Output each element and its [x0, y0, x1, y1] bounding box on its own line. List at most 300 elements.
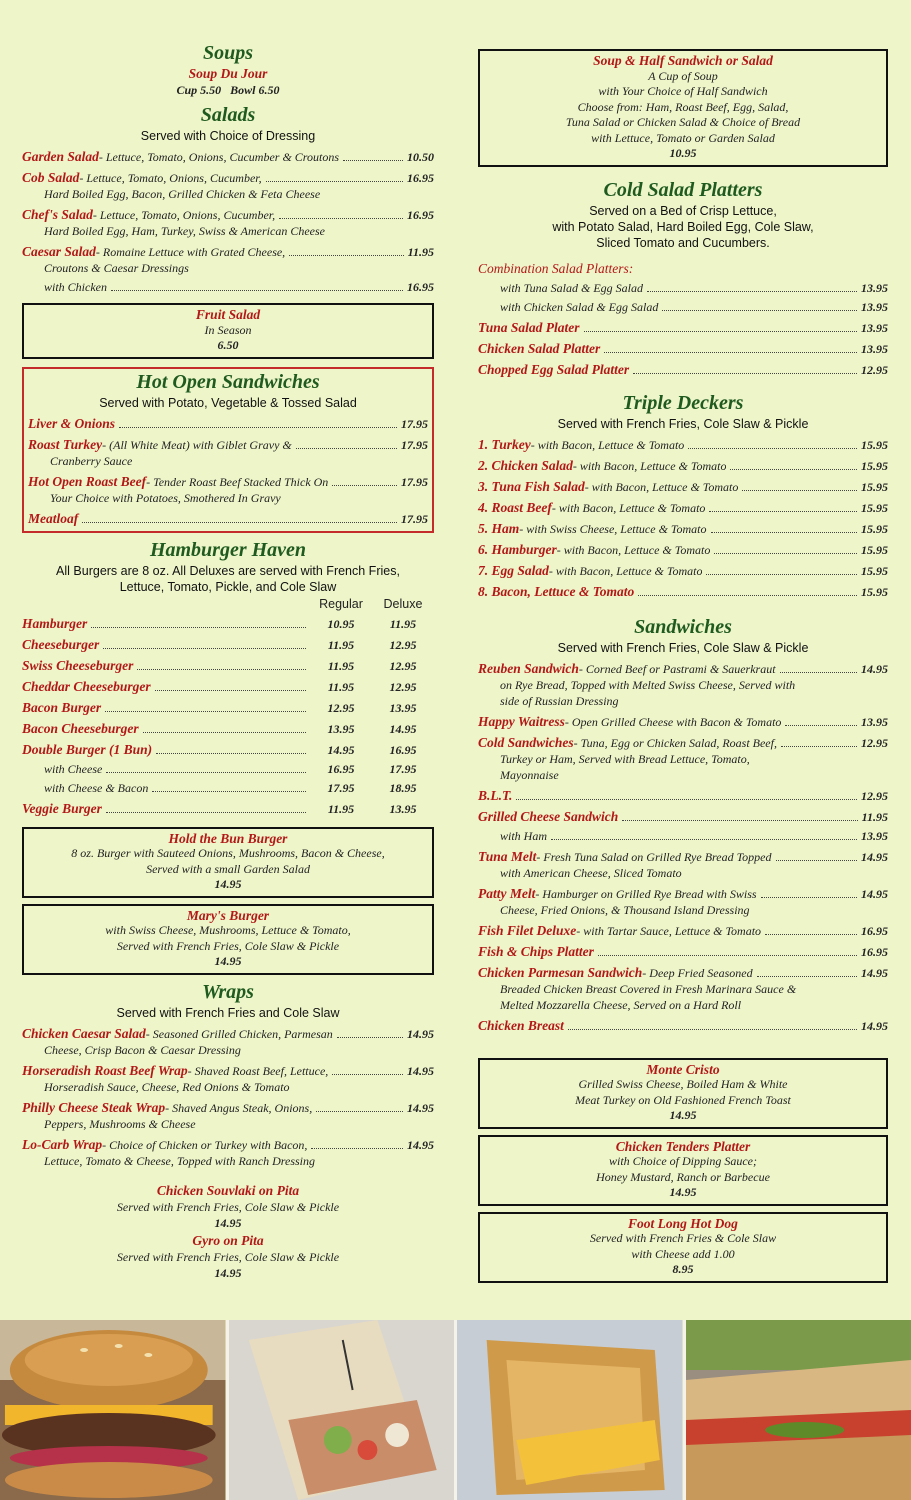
sandwiches-title: Sandwiches [634, 615, 732, 638]
deluxe-price: 17.95 [389, 761, 417, 776]
menu-item-desc: - Fresh Tuna Salad on Grilled Rye Bread Topped [536, 849, 772, 864]
menu-item [478, 886, 888, 918]
cold-platters-subtitle-3: Sliced Tomato and Cucumbers. [596, 235, 770, 250]
menu-item-line [22, 658, 434, 674]
leader-dots [568, 1029, 857, 1030]
menu-price: 15.95 [861, 563, 888, 578]
deluxe-price: 18.95 [389, 780, 417, 795]
menu-item-line [22, 1063, 434, 1079]
leader-dots [730, 469, 857, 470]
hamburger-section [22, 537, 434, 975]
menu-item [478, 714, 888, 730]
box-line: with Choice of Dipping Sauce; [609, 1154, 757, 1168]
menu-item-desc: - with Bacon, Lettuce & Tomato [548, 563, 703, 578]
regular-price: 11.95 [327, 637, 355, 652]
menu-item [22, 700, 434, 716]
menu-item-desc: - with Tartar Sauce, Lettuce & Tomato [576, 923, 762, 938]
menu-item-desc-cont: Croutons & Caesar Dressings [44, 261, 189, 275]
fruit-salad-price: 6.50 [217, 338, 239, 352]
menu-price: 15.95 [861, 458, 888, 473]
leader-dots [82, 522, 397, 523]
menu-item-desc-cont: side of Russian Dressing [500, 693, 619, 708]
regular-price: 11.95 [327, 801, 355, 816]
menu-price: 16.95 [861, 944, 888, 959]
menu-price: 17.95 [401, 437, 428, 452]
box-line: Honey Mustard, Ranch or Barbecue [596, 1169, 770, 1184]
menu-item-name: Chicken Salad Platter [478, 340, 601, 356]
leader-dots [604, 352, 857, 353]
menu-item-desc: - with Bacon, Lettuce & Tomato [551, 500, 706, 515]
hot-open-list [28, 416, 428, 527]
menu-item [478, 849, 888, 881]
cold-platters-list [478, 320, 888, 378]
menu-item [478, 1018, 888, 1034]
triple-title: Triple Deckers [622, 391, 744, 414]
menu-price: 13.95 [861, 280, 888, 295]
menu-item-desc-cont: Cranberry Sauce [50, 453, 133, 468]
box-line: Meat Turkey on Old Fashioned French Toast [575, 1092, 791, 1107]
menu-item-line [478, 437, 888, 453]
menu-item-line [22, 244, 434, 260]
menu-item [22, 721, 434, 737]
leader-dots [780, 672, 857, 673]
tenders-price: 14.95 [669, 1185, 697, 1199]
menu-item-name: Chicken Parmesan Sandwich [478, 964, 643, 980]
menu-sub-item-label: with Cheese [44, 761, 103, 776]
combo-label: Combination Salad Platters: [478, 260, 634, 276]
menu-item-name: Reuben Sandwich [478, 660, 579, 676]
leader-dots [155, 690, 306, 691]
menu-item [478, 362, 888, 378]
hamburger-title: Hamburger Haven [149, 538, 307, 561]
sandwiches-list-2 [478, 849, 888, 1034]
menu-price: 17.95 [401, 511, 428, 526]
tenders-lines [484, 1154, 882, 1185]
menu-sub-item [22, 762, 434, 777]
menu-item-line [478, 479, 888, 495]
menu-item-desc: - Choice of Chicken or Turkey with Bacon, [102, 1137, 308, 1152]
menu-sub-item [478, 300, 888, 315]
menu-item-desc: - with Bacon, Lettuce & Tomato [584, 479, 739, 494]
menu-item-line [28, 511, 428, 527]
menu-item-line [22, 1100, 434, 1116]
deluxe-price: 16.95 [389, 742, 417, 757]
menu-price: 13.95 [861, 714, 888, 729]
leader-dots [337, 1037, 403, 1038]
box-line: Grilled Swiss Cheese, Boiled Ham & White [578, 1077, 788, 1091]
marys-line-1: with Swiss Cheese, Mushrooms, Lettuce & Tomato, [105, 923, 351, 937]
menu-item [22, 244, 434, 276]
gyro-title: Gyro on Pita [192, 1232, 264, 1248]
leader-dots [343, 160, 403, 161]
menu-item-desc-cont: Melted Mozzarella Cheese, Served on a Hard Roll [500, 997, 742, 1012]
menu-price: 14.95 [407, 1137, 434, 1152]
menu-item-name: Chicken Breast [478, 1017, 564, 1033]
hold-bun-title: Hold the Bun Burger [168, 830, 288, 846]
menu-item-line [22, 700, 434, 716]
menu-item-desc-cont: Horseradish Sauce, Cheese, Red Onions & Tomato [44, 1079, 290, 1094]
hold-bun-line-1: 8 oz. Burger with Sauteed Onions, Mushrooms, Bacon & Cheese, [71, 846, 385, 860]
menu-item [22, 1137, 434, 1169]
menu-item-desc-cont: Cheese, Crisp Bacon & Caesar Dressing [44, 1042, 241, 1057]
leader-dots [781, 746, 857, 747]
box-line: with Lettuce, Tomato or Garden Salad [591, 130, 775, 145]
menu-item [22, 1063, 434, 1095]
regular-price: 14.95 [327, 742, 355, 757]
menu-price: 14.95 [861, 886, 888, 901]
menu-item-desc: - with Bacon, Lettuce & Tomato [556, 542, 711, 557]
menu-price: 11.95 [407, 245, 434, 259]
menu-item [478, 542, 888, 558]
menu-sub-item [478, 281, 888, 296]
leader-dots [119, 427, 397, 428]
menu-item [478, 965, 888, 1013]
menu-item-desc: - Tender Roast Beef Stacked Thick On [146, 474, 329, 489]
menu-item-desc: - with Bacon, Lettuce & Tomato [572, 458, 727, 473]
menu-item-line [478, 661, 888, 677]
cheeseburger-photo [0, 1320, 229, 1500]
fruit-salad-title: Fruit Salad [195, 307, 261, 322]
souvlaki-title: Chicken Souvlaki on Pita [156, 1182, 300, 1198]
soup-half-title: Soup & Half Sandwich or Salad [593, 53, 773, 68]
tenders-title: Chicken Tenders Platter [615, 1138, 751, 1154]
box-line: Served with French Fries & Cole Slaw [589, 1231, 777, 1245]
grilled-cheese-photo [457, 1320, 686, 1500]
regular-price: 16.95 [327, 761, 355, 776]
salads-title: Salads [200, 104, 256, 126]
menu-item-desc-cont: Hard Boiled Egg, Bacon, Grilled Chicken & Feta Cheese [44, 187, 321, 201]
cold-platters-title: Cold Salad Platters [603, 178, 763, 201]
menu-price: 12.95 [861, 735, 888, 750]
menu-item-name: 6. Hamburger [478, 541, 557, 557]
menu-item-line [478, 965, 888, 981]
menu-item-name: 8. Bacon, Lettuce & Tomato [478, 583, 635, 599]
hotdog-lines [484, 1231, 882, 1262]
menu-item-line [478, 886, 888, 902]
leader-dots [765, 934, 857, 935]
menu-item [478, 458, 888, 474]
menu-item-name: Garden Salad [22, 149, 99, 164]
hamburger-subtitle-2: Lettuce, Tomato, Pickle, and Cole Slaw [119, 579, 337, 594]
leader-dots [156, 753, 306, 754]
menu-price: 16.95 [407, 208, 434, 222]
menu-price: 17.95 [401, 474, 428, 489]
menu-price: 15.95 [861, 479, 888, 494]
menu-price: 15.95 [861, 500, 888, 515]
menu-price: 13.95 [861, 299, 888, 314]
menu-item [478, 479, 888, 495]
menu-item-desc-cont: Peppers, Mushrooms & Cheese [44, 1116, 196, 1131]
menu-item [478, 735, 888, 783]
menu-item-desc-cont: Hard Boiled Egg, Ham, Turkey, Swiss & American Cheese [44, 224, 325, 238]
menu-item-name: Chicken Caesar Salad [22, 1025, 146, 1041]
menu-item-desc: - Tuna, Egg or Chicken Salad, Roast Beef, [573, 735, 777, 750]
salads-subtitle: Served with Choice of Dressing [140, 129, 316, 143]
menu-item-line [478, 500, 888, 516]
menu-item-desc-cont: Breaded Chicken Breast Covered in Fresh Marinara Sauce & [500, 981, 797, 996]
menu-item-name: Cheeseburger [22, 636, 100, 652]
box-line: with Cheese add 1.00 [631, 1246, 735, 1261]
menu-item [22, 170, 434, 202]
menu-item-name: Fish & Chips Platter [478, 943, 594, 959]
monte-lines [484, 1077, 882, 1108]
menu-item-line [22, 170, 434, 186]
leader-dots [143, 732, 306, 733]
menu-item-desc-cont: Mayonnaise [500, 767, 559, 782]
menu-item-desc: - Shaved Roast Beef, Lettuce, [187, 1063, 329, 1078]
menu-item-name: Tuna Melt [478, 848, 537, 864]
menu-item-line [478, 362, 888, 378]
menu-item [22, 637, 434, 653]
leader-dots [742, 490, 857, 491]
menu-price: 14.95 [861, 849, 888, 864]
gyro-price: 14.95 [214, 1265, 242, 1280]
soup-half-sandwich-box [478, 49, 888, 167]
menu-item [28, 474, 428, 506]
leader-dots [105, 711, 306, 712]
menu-item [28, 437, 428, 469]
menu-sub-item-label: with Tuna Salad & Egg Salad [500, 280, 644, 295]
leader-dots [598, 955, 857, 956]
menu-item-desc: - Romaine Lettuce with Grated Cheese, [95, 245, 286, 259]
regular-price: 13.95 [327, 721, 355, 736]
caesar-with-chicken: with Chicken 16.95 [44, 280, 434, 294]
leader-dots [761, 897, 857, 898]
menu-price: 17.95 [401, 416, 428, 431]
menu-item-line [28, 474, 428, 490]
menu-price: 14.95 [861, 1018, 888, 1033]
triple-list [478, 437, 888, 600]
monte-title: Monte Cristo [646, 1061, 720, 1077]
fruit-salad-box [22, 303, 434, 359]
leader-dots [91, 627, 306, 628]
marys-burger-box [22, 904, 434, 975]
menu-item-line [22, 1026, 434, 1042]
menu-item [478, 944, 888, 960]
menu-item [22, 679, 434, 695]
menu-price: 15.95 [861, 521, 888, 536]
wraps-list [22, 1026, 434, 1169]
hot-open-subtitle: Served with Potato, Vegetable & Tossed Salad [99, 395, 357, 410]
leader-dots [711, 532, 858, 533]
menu-item-name: Grilled Cheese Sandwich [478, 808, 619, 824]
deluxe-price: 12.95 [389, 658, 417, 673]
soup-du-jour-name: Soup Du Jour [188, 66, 268, 81]
menu-item-line [478, 584, 888, 600]
menu-item [22, 149, 434, 165]
menu-price: 13.95 [861, 341, 888, 356]
hotdog-title: Foot Long Hot Dog [628, 1215, 738, 1231]
food-photo-strip [0, 1320, 911, 1500]
leader-dots [688, 448, 857, 449]
leader-dots [311, 1148, 403, 1149]
menu-item-name: Hamburger [22, 615, 88, 631]
menu-item-desc: - Hamburger on Grilled Rye Bread with Swiss [535, 886, 757, 901]
box-line: Tuna Salad or Chicken Salad & Choice of Bread [565, 115, 801, 129]
menu-item-name: 4. Roast Beef [478, 499, 552, 515]
panini-photo [686, 1320, 911, 1500]
souvlaki-item [22, 1183, 434, 1231]
menu-item-name: Horseradish Roast Beef Wrap [22, 1062, 188, 1078]
menu-item-desc: - Lettuce, Tomato, Onions, Cucumber & Croutons [98, 150, 340, 164]
menu-item [478, 320, 888, 336]
hot-open-title: Hot Open Sandwiches [136, 370, 320, 393]
menu-item-name: Meatloaf [28, 510, 79, 526]
menu-item-line [28, 416, 428, 432]
regular-price: 11.95 [327, 658, 355, 673]
menu-item-line [22, 616, 434, 632]
leader-dots [662, 310, 857, 311]
menu-item-line [22, 721, 434, 737]
cold-platters-subtitle-2: with Potato Salad, Hard Boiled Egg, Cole Slaw, [552, 219, 814, 234]
menu-item-desc: - Open Grilled Cheese with Bacon & Tomato [564, 714, 782, 729]
menu-price: 15.95 [861, 437, 888, 452]
souvlaki-price: 14.95 [214, 1215, 242, 1230]
wraps-section [22, 979, 434, 1281]
menu-item-name: Chef's Salad [22, 207, 93, 222]
menu-price: 16.95 [407, 171, 434, 185]
menu-item-name: Chopped Egg Salad Platter [478, 361, 630, 377]
triple-deckers-section [478, 390, 888, 600]
gyro-line: Served with French Fries, Cole Slaw & Pickle [116, 1249, 340, 1264]
menu-item-name: 3. Tuna Fish Salad [478, 478, 585, 494]
marys-title: Mary's Burger [186, 907, 270, 923]
right-column [478, 49, 888, 1283]
menu-item-line [478, 542, 888, 558]
monte-cristo-box [478, 1058, 888, 1129]
menu-item-name: Bacon Cheeseburger [22, 720, 139, 736]
deluxe-price: 13.95 [389, 801, 417, 816]
cold-platters-section [478, 177, 888, 378]
menu-item-desc: - Seasoned Grilled Chicken, Parmesan [145, 1026, 333, 1041]
menu-item-line [22, 742, 434, 758]
left-column [22, 40, 434, 1281]
menu-item [28, 511, 428, 527]
menu-price: 12.95 [861, 362, 888, 377]
menu-item-line [22, 1137, 434, 1153]
sandwiches-list [478, 661, 888, 825]
leader-dots [647, 291, 857, 292]
menu-item-line [28, 437, 428, 453]
sandwiches-subtitle: Served with French Fries, Cole Slaw & Pickle [557, 640, 809, 655]
menu-price: 15.95 [861, 584, 888, 599]
menu-price: 16.95 [407, 280, 434, 294]
menu-item [22, 658, 434, 674]
leader-dots [633, 373, 857, 374]
leader-dots [296, 448, 397, 449]
menu-item [478, 809, 888, 825]
menu-item [478, 437, 888, 453]
menu-item-name: 2. Chicken Salad [478, 457, 573, 473]
salads-section [22, 102, 434, 359]
hold-the-bun-box [22, 827, 434, 898]
price-columns-header [22, 597, 434, 611]
soup-half-price: 10.95 [669, 146, 697, 160]
wraps-subtitle: Served with French Fries and Cole Slaw [116, 1005, 340, 1020]
menu-item-name: Patty Melt [478, 885, 536, 901]
menu-price: 14.95 [407, 1026, 434, 1041]
leader-dots [332, 1074, 403, 1075]
menu-item-desc: - (All White Meat) with Giblet Gravy & [102, 437, 292, 452]
menu-item [22, 207, 434, 239]
fruit-salad-line: In Season [204, 322, 252, 337]
menu-item-line [478, 714, 888, 730]
triple-subtitle: Served with French Fries, Cole Slaw & Pickle [557, 416, 809, 431]
box-line: with Your Choice of Half Sandwich [598, 84, 768, 98]
deluxe-price: 11.95 [389, 616, 417, 631]
menu-item [478, 584, 888, 600]
leader-dots [638, 595, 857, 596]
box-line: Choose from: Ham, Roast Beef, Egg, Salad, [577, 99, 789, 114]
menu-item [22, 801, 434, 817]
menu-price: 14.95 [861, 661, 888, 676]
menu-price: 11.95 [861, 809, 888, 824]
menu-item-name: Cheddar Cheeseburger [22, 678, 151, 694]
leader-dots [706, 574, 857, 575]
double-burger-subs [22, 762, 434, 796]
sandwiches-section [478, 614, 888, 1034]
regular-price: 17.95 [327, 780, 355, 795]
leader-dots [785, 725, 857, 726]
menu-item [22, 616, 434, 632]
monte-price: 14.95 [669, 1108, 697, 1122]
menu-item-line [478, 923, 888, 939]
menu-item-name: Double Burger (1 Bun) [22, 741, 153, 757]
leader-dots [103, 648, 306, 649]
menu-item-name: Happy Waitress [478, 713, 565, 729]
grilled-cheese-with-ham: with Ham 13.95 [500, 828, 888, 843]
leader-dots [106, 772, 306, 773]
menu-item-name: Swiss Cheeseburger [22, 657, 134, 673]
souvlaki-line: Served with French Fries, Cole Slaw & Pickle [116, 1199, 340, 1214]
menu-item [478, 521, 888, 537]
leader-dots [137, 669, 306, 670]
menu-item-line [478, 809, 888, 825]
leader-dots [551, 839, 857, 840]
menu-item-name: Roast Turkey [28, 436, 103, 452]
leader-dots [516, 799, 857, 800]
menu-item-name: Cold Sandwiches [478, 734, 574, 750]
menu-sub-item-label: with Cheese & Bacon [44, 780, 149, 795]
menu-item-name: Caesar Salad [22, 244, 96, 259]
menu-item [478, 500, 888, 516]
menu-item-line [478, 521, 888, 537]
leader-dots [111, 290, 403, 291]
menu-item-name: 5. Ham [478, 520, 520, 536]
cold-platters-subtitle-1: Served on a Bed of Crisp Lettuce, [589, 203, 777, 218]
menu-item-line [478, 341, 888, 357]
deluxe-price: 12.95 [389, 637, 417, 652]
menu-sub-item [22, 781, 434, 796]
wraps-title: Wraps [202, 980, 254, 1003]
leader-dots [316, 1111, 403, 1112]
menu-item-line [478, 735, 888, 751]
menu-item-line [22, 207, 434, 223]
menu-item-desc: - Lettuce, Tomato, Onions, Cucumber, [92, 208, 276, 222]
menu-item-line [478, 1018, 888, 1034]
burger-list [22, 616, 434, 758]
deluxe-price: 12.95 [389, 679, 417, 694]
menu-item-desc: - with Swiss Cheese, Lettuce & Tomato [519, 521, 707, 536]
menu-item-desc-cont: Lettuce, Tomato & Cheese, Topped with Ranch Dressing [44, 1153, 315, 1168]
menu-item-desc-cont: with American Cheese, Sliced Tomato [500, 865, 682, 880]
menu-sub-item-label: with Chicken Salad & Egg Salad [500, 299, 659, 314]
wrap-photo [229, 1320, 458, 1500]
menu-price: 12.95 [861, 788, 888, 803]
leader-dots [332, 485, 397, 486]
menu-item-desc: - Shaved Angus Steak, Onions, [165, 1100, 313, 1115]
menu-item-name: Hot Open Roast Beef [28, 473, 147, 489]
